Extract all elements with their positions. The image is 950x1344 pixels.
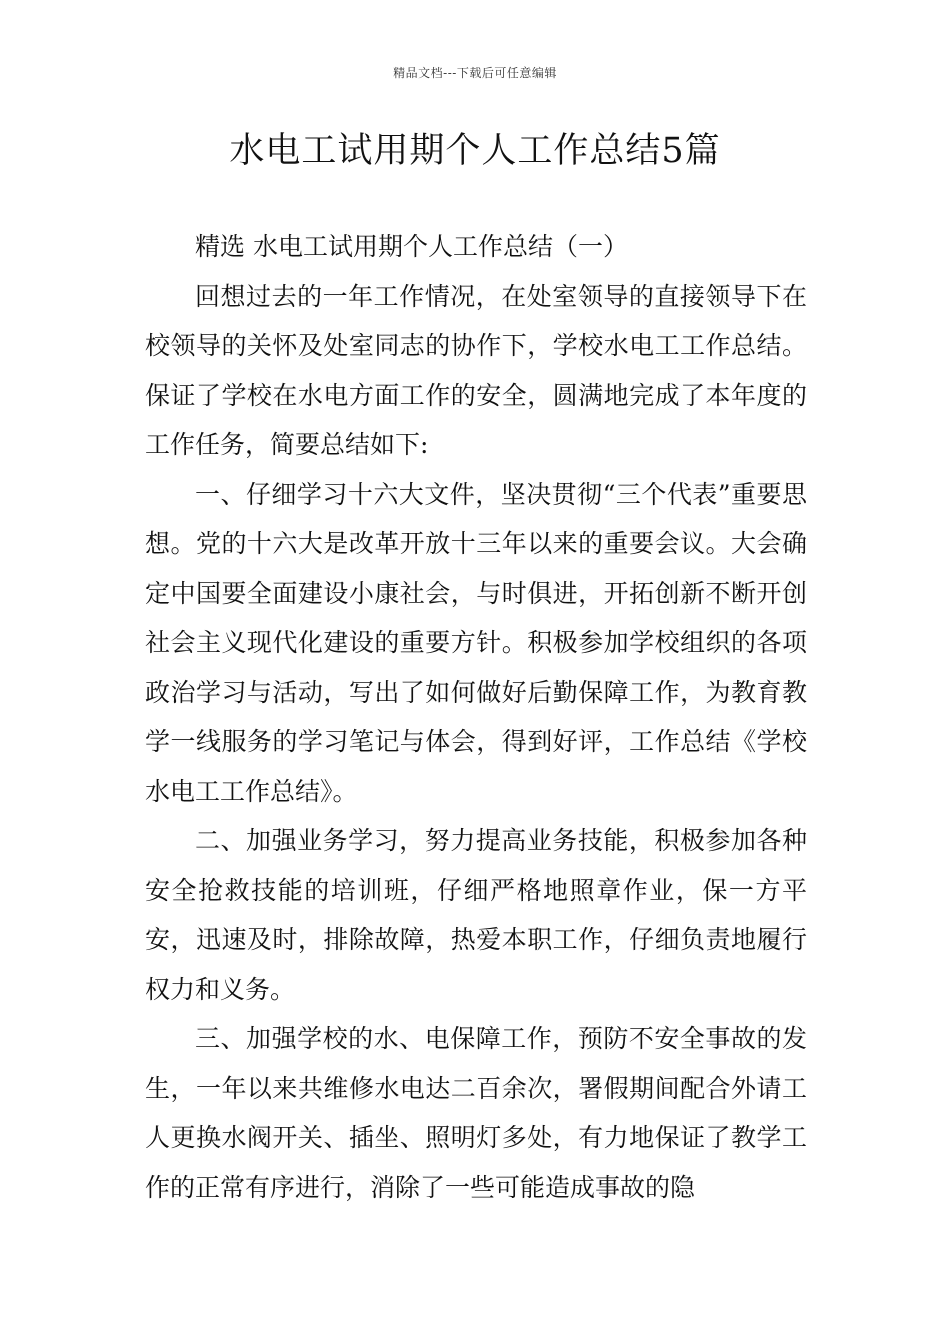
header-note: 精品文档---下载后可任意编辑 <box>393 66 557 80</box>
section-heading: 精选 水电工试用期个人工作总结（一） <box>195 232 628 261</box>
document-body <box>145 222 807 1212</box>
paragraph-point-1: 一、仔细学习十六大文件，坚决贯彻“三个代表”重要思想。党的十六大是改革开放十三年以来的重要会议。大会确定中国要全面建设小康社会，与时俱进，开拓创新不断开创社会主义现代化建设的重要方针。积极参加学校组织的各项政治学习与活动，写出了如何做好后勤保障工作，为教育教学一线服务的学习笔记与体会，得到好评，工作总结《学校水电工工作总结》。 <box>145 479 807 806</box>
paragraph-point-3: 三、加强学校的水、电保障工作，预防不安全事故的发生，一年以来共维修水电达二百余次，署假期间配合外请工人更换水阀开关、插坐、照明灯多处，有力地保证了教学工作的正常有序进行，消除了一些可能造成事故的隐 <box>145 1024 807 1202</box>
paragraph-point-2: 二、加强业务学习，努力提高业务技能，积极参加各种安全抢救技能的培训班，仔细严格地照章作业，保一方平安，迅速及时，排除故障，热爱本职工作，仔细负责地履行权力和义务。 <box>145 826 807 1004</box>
paragraph-intro: 回想过去的一年工作情况，在处室领导的直接领导下在校领导的关怀及处室同志的协作下，学校水电工工作总结。保证了学校在水电方面工作的安全，圆满地完成了本年度的工作任务，简要总结如下: <box>145 281 807 459</box>
document-title: 水电工试用期个人工作总结5篇 <box>229 131 721 171</box>
